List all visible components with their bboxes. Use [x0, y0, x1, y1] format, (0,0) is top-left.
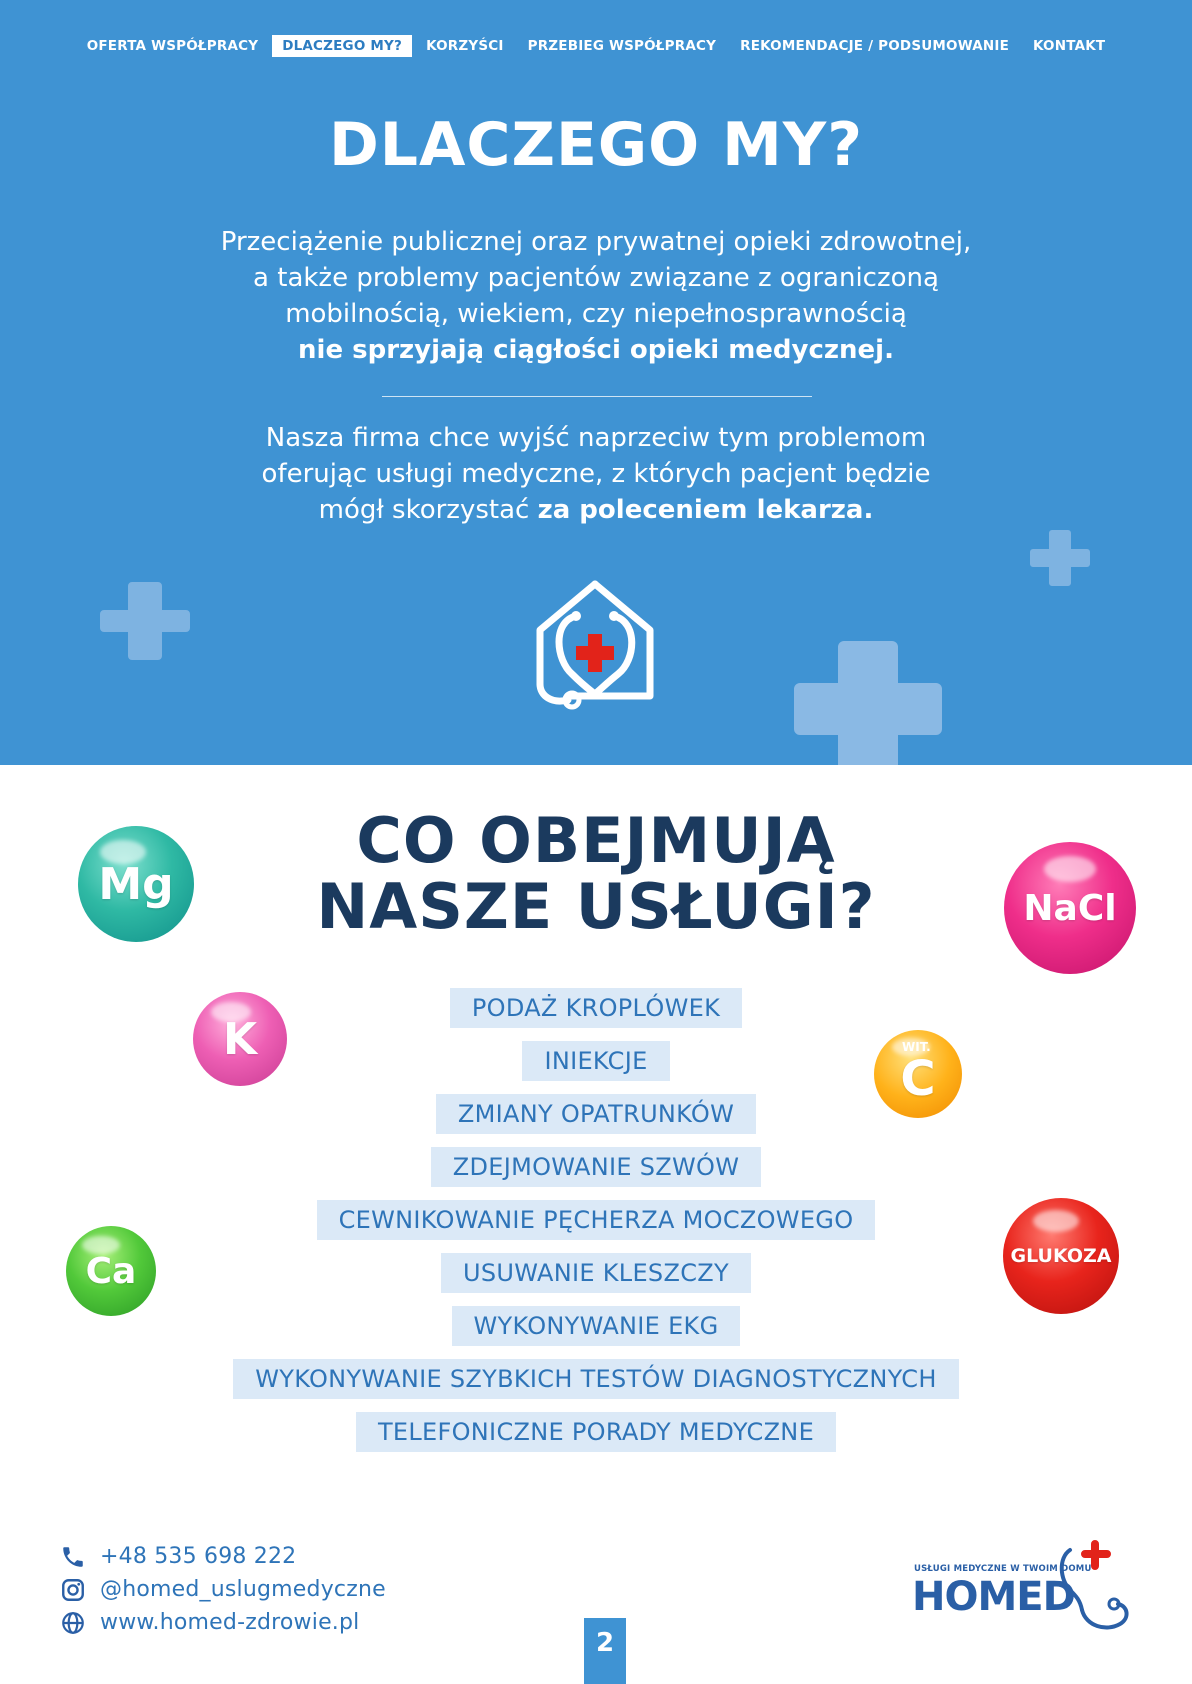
nacl-label: NaCl [1023, 887, 1117, 929]
nav-item-kontakt[interactable]: KONTAKT [1033, 38, 1106, 54]
service-item: CEWNIKOWANIE PĘCHERZA MOCZOWEGO [317, 1200, 876, 1240]
ball-shine [1044, 856, 1096, 882]
vitamin-prefix-label: WIT. [902, 1040, 931, 1054]
service-item: USUWANIE KLESZCZY [441, 1253, 751, 1293]
service-item: ZMIANY OPATRUNKÓW [436, 1094, 756, 1134]
services-title-line: NASZE USŁUGI? [316, 870, 876, 943]
plus-icon [792, 637, 944, 765]
phone-icon [60, 1544, 86, 1570]
instagram-text: @homed_uslugmedyczne [100, 1577, 386, 1602]
k-label: K [222, 1013, 258, 1065]
nav-item-oferta[interactable]: OFERTA WSPÓŁPRACY [86, 38, 259, 54]
mission-paragraph [96, 420, 1096, 528]
service-item: PODAŻ KROPLÓWEK [450, 988, 742, 1028]
homed-logo [910, 1540, 1135, 1640]
nacl-ball [1004, 842, 1136, 974]
plus-icon [1030, 528, 1090, 588]
nav-item-rekomendacje[interactable]: REKOMENDACJE / PODSUMOWANIE [740, 38, 1009, 54]
service-item: WYKONYWANIE EKG [452, 1306, 741, 1346]
nav-item-korzysci[interactable]: KORZYŚCI [426, 38, 504, 54]
website-row[interactable] [60, 1606, 386, 1639]
intro-line: a także problemy pacjentów związane z ograniczoną [253, 263, 939, 293]
divider [382, 396, 812, 397]
vitamin-c-label: C [900, 1051, 936, 1107]
page-number: 2 [584, 1618, 626, 1684]
mg-label: Mg [98, 858, 174, 910]
service-item: ZDEJMOWANIE SZWÓW [431, 1147, 762, 1187]
mission-bold-text: za poleceniem lekarza. [537, 495, 874, 525]
k-ball [193, 992, 287, 1086]
top-nav [0, 35, 1192, 57]
website-text: www.homed-zdrowie.pl [100, 1610, 360, 1635]
phone-text: +48 535 698 222 [100, 1544, 297, 1569]
vitamin-c-ball [874, 1030, 962, 1118]
service-item: WYKONYWANIE SZYBKICH TESTÓW DIAGNOSTYCZNYCH [233, 1359, 958, 1399]
instagram-icon [60, 1577, 86, 1603]
ca-label: Ca [85, 1250, 137, 1292]
plus-icon [100, 578, 190, 664]
glukoza-ball [1003, 1198, 1119, 1314]
mission-line: oferując usługi medyczne, z których pacjent będzie [261, 459, 931, 489]
nav-item-przebieg[interactable]: PRZEBIEG WSPÓŁPRACY [527, 38, 717, 54]
intro-paragraph [96, 224, 1096, 368]
mission-line [96, 492, 1096, 528]
ca-ball [66, 1226, 156, 1316]
nav-item-dlaczego-my[interactable]: DLACZEGO MY? [272, 35, 412, 57]
page-title: DLACZEGO MY? [328, 110, 864, 180]
hero-section [0, 0, 1192, 765]
instagram-row[interactable] [60, 1573, 386, 1606]
glukoza-label: GLUKOZA [1010, 1245, 1112, 1267]
contact-block [60, 1540, 386, 1639]
mission-line-start: mógł skorzystać [318, 495, 538, 525]
globe-icon [60, 1610, 86, 1636]
mission-line: Nasza firma chce wyjść naprzeciw tym problemom [265, 423, 927, 453]
phone-row[interactable] [60, 1540, 386, 1573]
service-item: TELEFONICZNE PORADY MEDYCZNE [356, 1412, 836, 1452]
mg-ball [78, 826, 194, 942]
intro-line: mobilnością, wiekiem, czy niepełnosprawnością [285, 299, 907, 329]
logo-wordmark: HOMED [912, 1574, 1075, 1620]
services-title-line: CO OBEJMUJĄ [356, 804, 836, 877]
house-stethoscope-icon [532, 578, 658, 712]
ball-shine [1033, 1210, 1079, 1232]
service-item: INIEKCJE [522, 1041, 669, 1081]
intro-bold-line: nie sprzyjają ciągłości opieki medycznej. [298, 335, 894, 365]
intro-line: Przeciążenie publicznej oraz prywatnej opieki zdrowotnej, [220, 227, 972, 257]
logo-tagline: USŁUGI MEDYCZNE W TWOIM DOMU [914, 1564, 1092, 1574]
